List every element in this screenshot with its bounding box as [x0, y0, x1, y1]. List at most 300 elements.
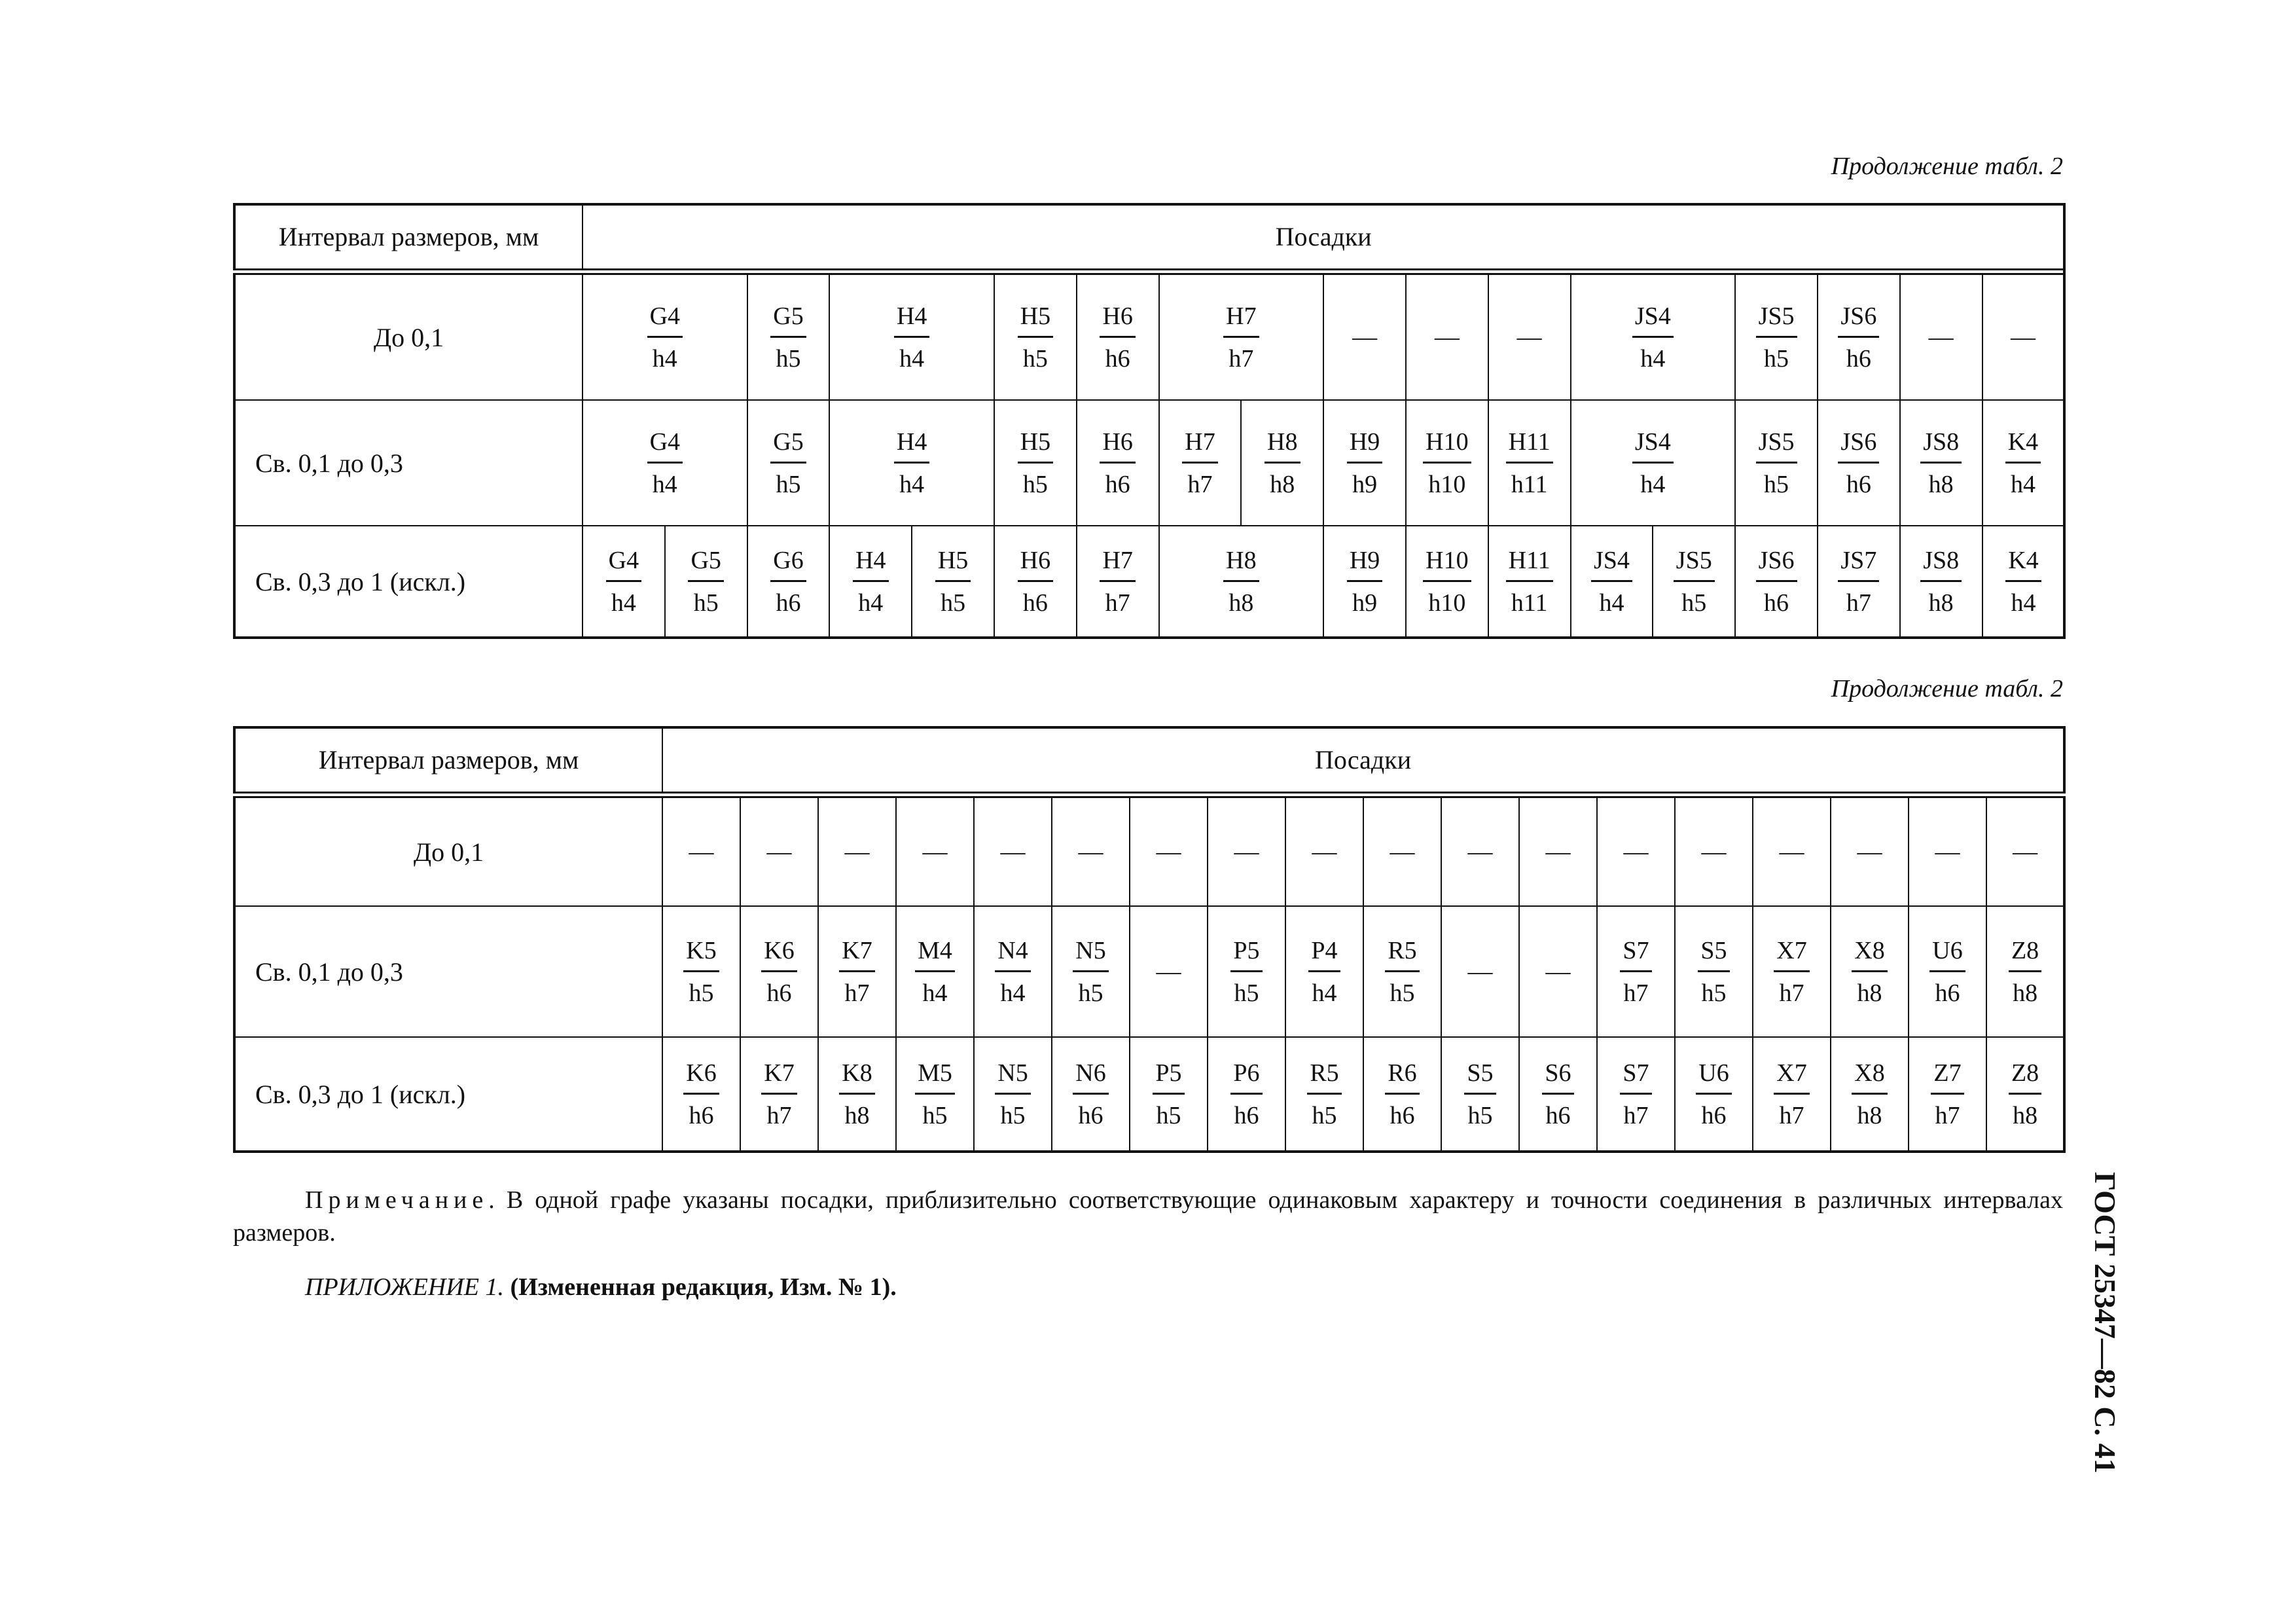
hole-tolerance: H9: [1347, 428, 1382, 464]
fit-cell: [583, 400, 747, 526]
fit-cell: [1208, 795, 1285, 906]
shaft-tolerance: h7: [1779, 979, 1804, 1007]
hole-tolerance: G5: [688, 546, 723, 582]
fit-cell: [1488, 400, 1571, 526]
empty-dash: —: [689, 838, 714, 866]
hole-tolerance: P6: [1230, 1059, 1262, 1095]
shaft-tolerance: h11: [1511, 470, 1548, 498]
empty-dash: —: [1857, 838, 1882, 866]
fit-cell: [747, 400, 830, 526]
fit-fraction: [839, 936, 874, 1008]
fit-cell: [994, 272, 1077, 400]
shaft-tolerance: h4: [1000, 979, 1026, 1007]
fit-cell: [1753, 795, 1831, 906]
fit-fraction: [1100, 302, 1135, 373]
hole-tolerance: H6: [1100, 428, 1135, 464]
hole-tolerance: P5: [1230, 936, 1262, 972]
fit-fraction: [839, 1059, 874, 1130]
hole-tolerance: JS8: [1920, 546, 1962, 582]
shaft-tolerance: h7: [1229, 344, 1254, 373]
hole-tolerance: N4: [995, 936, 1030, 972]
fit-cell: [740, 1037, 818, 1152]
fit-cell: [1900, 400, 1982, 526]
empty-dash: —: [2010, 323, 2036, 351]
shaft-tolerance: h5: [1312, 1101, 1337, 1129]
fit-cell: [1900, 272, 1982, 400]
fit-cell: [1241, 400, 1323, 526]
hole-tolerance: G4: [647, 428, 683, 464]
shaft-tolerance: h6: [689, 1101, 714, 1129]
fit-fraction: [1632, 302, 1674, 373]
empty-dash: —: [1078, 838, 1103, 866]
fit-fraction: [1756, 302, 1797, 373]
shaft-tolerance: h8: [1928, 589, 1954, 617]
fit-fraction: [894, 302, 929, 373]
fit-cell: [1323, 400, 1406, 526]
interval-label: Св. 0,3 до 1 (искл.): [234, 1037, 662, 1152]
fit-cell: [829, 272, 994, 400]
hole-tolerance: U6: [1696, 1059, 1731, 1095]
hole-tolerance: H8: [1223, 546, 1259, 582]
hole-tolerance: N5: [1073, 936, 1108, 972]
fit-cell: [1285, 1037, 1363, 1152]
fit-cell: [1735, 400, 1818, 526]
appendix-line: [305, 1273, 897, 1302]
shaft-tolerance: h8: [844, 1101, 870, 1129]
hole-tolerance: H10: [1423, 546, 1471, 582]
shaft-tolerance: h4: [899, 344, 925, 373]
hole-tolerance: G5: [770, 302, 806, 338]
note-text: . В одной графе указаны посадки, приблизительно соответствующие одинаковым характеру и точности соединения в различных интервалах размеров.: [233, 1186, 2063, 1247]
shaft-tolerance: h4: [1640, 470, 1666, 498]
fit-cell: [1909, 906, 1986, 1037]
fit-fraction: [1018, 428, 1053, 499]
table-row: [234, 1037, 2064, 1152]
empty-dash: —: [1312, 838, 1337, 866]
fit-cell: [1986, 795, 2064, 906]
fit-fraction: [770, 428, 806, 499]
fit-cell: [1441, 795, 1519, 906]
fit-cell: [912, 526, 994, 638]
hole-tolerance: JS5: [1756, 302, 1797, 338]
empty-dash: —: [1701, 838, 1727, 866]
shaft-tolerance: h4: [1640, 344, 1666, 373]
fit-cell: [1052, 906, 1130, 1037]
shaft-tolerance: h7: [1779, 1101, 1804, 1129]
fit-fraction: [894, 428, 929, 499]
shaft-tolerance: h5: [1078, 979, 1103, 1007]
shaft-tolerance: h7: [1105, 589, 1130, 617]
hole-tolerance: JS4: [1632, 428, 1674, 464]
hole-tolerance: JS6: [1756, 546, 1797, 582]
fit-cell: [1900, 526, 1982, 638]
fit-fraction: [1838, 546, 1879, 617]
hole-tolerance: Z8: [2009, 1059, 2041, 1095]
fit-cell: [1982, 526, 2065, 638]
fits-table-1: [233, 203, 2066, 639]
fit-cell: [1406, 272, 1488, 400]
fit-cell: [1077, 526, 1159, 638]
fit-fraction: [1506, 546, 1553, 617]
appendix-title: ПРИЛОЖЕНИЕ 1.: [305, 1273, 504, 1301]
hole-tolerance: M5: [915, 1059, 955, 1095]
hole-tolerance: M4: [915, 936, 955, 972]
fit-cell: [665, 526, 747, 638]
table-row: [234, 400, 2064, 526]
hole-tolerance: H6: [1018, 546, 1053, 582]
hole-tolerance: R5: [1307, 1059, 1341, 1095]
fits-table-2: [233, 726, 2066, 1153]
fit-cell: [583, 526, 665, 638]
hole-tolerance: S6: [1542, 1059, 1573, 1095]
hole-tolerance: H7: [1100, 546, 1135, 582]
fit-cell: [829, 400, 994, 526]
hole-tolerance: JS5: [1674, 546, 1715, 582]
fit-cell: [1653, 526, 1735, 638]
interval-label: Св. 0,3 до 1 (искл.): [234, 526, 583, 638]
shaft-tolerance: h6: [1545, 1101, 1571, 1129]
empty-dash: —: [1234, 838, 1259, 866]
hole-tolerance: K4: [2005, 546, 2041, 582]
fit-cell: [1363, 795, 1441, 906]
fit-fraction: [1591, 546, 1632, 617]
fit-fraction: [761, 1059, 797, 1130]
fit-cell: [1818, 526, 1900, 638]
fit-fraction: [1698, 936, 1729, 1008]
fit-fraction: [1852, 936, 1887, 1008]
hole-tolerance: H11: [1506, 546, 1553, 582]
fit-fraction: [1385, 1059, 1419, 1130]
hole-tolerance: N6: [1073, 1059, 1108, 1095]
hole-tolerance: X8: [1852, 1059, 1887, 1095]
shaft-tolerance: h4: [1312, 979, 1337, 1007]
hole-tolerance: R5: [1385, 936, 1419, 972]
shaft-tolerance: h6: [1105, 344, 1130, 373]
fit-cell: [896, 795, 974, 906]
fit-cell: [1986, 1037, 2064, 1152]
fit-fraction: [770, 302, 806, 373]
hole-tolerance: H7: [1182, 428, 1217, 464]
fit-fraction: [1852, 1059, 1887, 1130]
fit-cell: [1818, 272, 1900, 400]
fit-cell: [994, 400, 1077, 526]
fit-cell: [829, 526, 912, 638]
header-fits: Посадки: [583, 204, 2064, 272]
fit-fraction: [1153, 1059, 1184, 1130]
shaft-tolerance: h4: [858, 589, 884, 617]
fit-fraction: [1347, 546, 1382, 617]
hole-tolerance: JS4: [1632, 302, 1674, 338]
shaft-tolerance: h6: [1078, 1101, 1103, 1129]
fit-fraction: [1838, 428, 1879, 499]
fit-cell: [1675, 795, 1753, 906]
hole-tolerance: JS8: [1920, 428, 1962, 464]
shaft-tolerance: h7: [1623, 1101, 1649, 1129]
shaft-tolerance: h4: [652, 470, 677, 498]
header-interval: Интервал размеров, мм: [234, 204, 583, 272]
fit-cell: [1909, 1037, 1986, 1152]
fit-fraction: [853, 546, 888, 617]
fit-cell: [1597, 795, 1675, 906]
fit-cell: [1130, 795, 1208, 906]
fit-fraction: [1931, 1059, 1964, 1130]
shaft-tolerance: h5: [1000, 1101, 1026, 1129]
hole-tolerance: JS6: [1838, 428, 1879, 464]
fit-fraction: [1223, 302, 1259, 373]
header-interval: Интервал размеров, мм: [234, 727, 662, 795]
shaft-tolerance: h5: [776, 344, 801, 373]
fit-cell: [1052, 1037, 1130, 1152]
empty-dash: —: [1156, 958, 1181, 985]
hole-tolerance: X7: [1774, 1059, 1809, 1095]
fit-fraction: [1838, 302, 1879, 373]
fit-cell: [662, 1037, 740, 1152]
shaft-tolerance: h7: [1846, 589, 1871, 617]
shaft-tolerance: h5: [1390, 979, 1415, 1007]
empty-dash: —: [1516, 323, 1542, 351]
fit-fraction: [2005, 546, 2041, 617]
shaft-tolerance: h4: [922, 979, 948, 1007]
fit-cell: [1831, 1037, 1909, 1152]
fit-cell: [1488, 526, 1571, 638]
table-row: [234, 272, 2064, 400]
hole-tolerance: H5: [935, 546, 971, 582]
hole-tolerance: K7: [761, 1059, 797, 1095]
fit-cell: [1406, 400, 1488, 526]
shaft-tolerance: h5: [776, 470, 801, 498]
fit-cell: [1130, 906, 1208, 1037]
shaft-tolerance: h5: [1467, 1101, 1493, 1129]
fit-cell: [583, 272, 747, 400]
empty-dash: —: [1928, 323, 1954, 351]
shaft-tolerance: h4: [2010, 470, 2036, 498]
fit-fraction: [606, 546, 641, 617]
fit-cell: [1208, 1037, 1285, 1152]
shaft-tolerance: h10: [1428, 589, 1466, 617]
hole-tolerance: JS5: [1756, 428, 1797, 464]
shaft-tolerance: h7: [1623, 979, 1649, 1007]
empty-dash: —: [1779, 838, 1804, 866]
fit-cell: [1986, 906, 2064, 1037]
fit-fraction: [1696, 1059, 1731, 1130]
hole-tolerance: K6: [761, 936, 797, 972]
fit-cell: [974, 906, 1052, 1037]
hole-tolerance: U6: [1929, 936, 1965, 972]
fit-cell: [818, 795, 896, 906]
shaft-tolerance: h5: [1764, 470, 1789, 498]
shaft-tolerance: h8: [2013, 1101, 2038, 1129]
fit-cell: [1571, 272, 1736, 400]
fit-cell: [747, 526, 830, 638]
shaft-tolerance: h6: [776, 589, 801, 617]
fit-cell: [818, 1037, 896, 1152]
shaft-tolerance: h10: [1428, 470, 1466, 498]
interval-label: До 0,1: [234, 272, 583, 400]
fit-fraction: [1542, 1059, 1573, 1130]
hole-tolerance: H4: [853, 546, 888, 582]
fit-cell: [1077, 400, 1159, 526]
shaft-tolerance: h6: [1846, 344, 1871, 373]
empty-dash: —: [1434, 323, 1460, 351]
fit-fraction: [1307, 1059, 1341, 1130]
empty-dash: —: [1467, 838, 1493, 866]
fit-fraction: [1073, 936, 1108, 1008]
fit-cell: [1675, 1037, 1753, 1152]
fit-fraction: [1632, 428, 1674, 499]
fit-cell: [740, 795, 818, 906]
shaft-tolerance: h6: [1846, 470, 1871, 498]
shaft-tolerance: h5: [1681, 589, 1707, 617]
shaft-tolerance: h8: [1857, 979, 1882, 1007]
note-paragraph: [233, 1184, 2063, 1249]
shaft-tolerance: h8: [1857, 1101, 1882, 1129]
shaft-tolerance: h8: [1270, 470, 1295, 498]
shaft-tolerance: h11: [1511, 589, 1548, 617]
fit-fraction: [1230, 1059, 1262, 1130]
fit-cell: [1735, 526, 1818, 638]
fit-fraction: [1756, 546, 1797, 617]
shaft-tolerance: h6: [766, 979, 792, 1007]
fit-fraction: [1308, 936, 1340, 1008]
fit-cell: [662, 906, 740, 1037]
shaft-tolerance: h4: [2011, 589, 2036, 617]
fit-fraction: [915, 1059, 955, 1130]
fit-cell: [1753, 906, 1831, 1037]
shaft-tolerance: h9: [1352, 470, 1378, 498]
shaft-tolerance: h5: [1156, 1101, 1181, 1129]
hole-tolerance: H6: [1100, 302, 1135, 338]
empty-dash: —: [1156, 838, 1181, 866]
fit-fraction: [1230, 936, 1262, 1008]
shaft-tolerance: h7: [766, 1101, 792, 1129]
shaft-tolerance: h5: [1022, 344, 1048, 373]
empty-dash: —: [844, 838, 870, 866]
fit-cell: [747, 272, 830, 400]
shaft-tolerance: h5: [1022, 470, 1048, 498]
fit-fraction: [935, 546, 971, 617]
fit-cell: [1831, 795, 1909, 906]
hole-tolerance: G6: [770, 546, 806, 582]
hole-tolerance: X7: [1774, 936, 1809, 972]
hole-tolerance: S7: [1620, 1059, 1651, 1095]
shaft-tolerance: h8: [2013, 979, 2038, 1007]
shaft-tolerance: h6: [1390, 1101, 1415, 1129]
shaft-tolerance: h7: [1935, 1101, 1960, 1129]
fit-cell: [1052, 795, 1130, 906]
fit-cell: [1982, 272, 2065, 400]
hole-tolerance: H4: [894, 428, 929, 464]
shaft-tolerance: h8: [1229, 589, 1254, 617]
fit-fraction: [1920, 546, 1962, 617]
hole-tolerance: K7: [839, 936, 874, 972]
fit-cell: [1130, 1037, 1208, 1152]
fit-cell: [1675, 906, 1753, 1037]
hole-tolerance: H8: [1265, 428, 1300, 464]
table-row: [234, 526, 2064, 638]
fit-cell: [1159, 400, 1242, 526]
empty-dash: —: [1935, 838, 1960, 866]
fit-fraction: [1774, 1059, 1809, 1130]
fit-cell: [1519, 795, 1597, 906]
fit-fraction: [761, 936, 797, 1008]
fit-fraction: [1929, 936, 1965, 1008]
hole-tolerance: JS4: [1591, 546, 1632, 582]
fit-cell: [896, 1037, 974, 1152]
fit-cell: [1285, 795, 1363, 906]
fit-cell: [1571, 526, 1653, 638]
fit-fraction: [995, 936, 1030, 1008]
fit-cell: [1323, 272, 1406, 400]
fit-fraction: [2009, 1059, 2041, 1130]
fit-cell: [1831, 906, 1909, 1037]
fit-fraction: [1182, 428, 1217, 499]
hole-tolerance: Z8: [2009, 936, 2041, 972]
fit-cell: [1597, 1037, 1675, 1152]
shaft-tolerance: h6: [1935, 979, 1960, 1007]
shaft-tolerance: h5: [922, 1101, 948, 1129]
hole-tolerance: X8: [1852, 936, 1887, 972]
fit-cell: [740, 906, 818, 1037]
fit-fraction: [688, 546, 723, 617]
appendix-revision: (Измененная редакция, Изм. № 1).: [510, 1273, 897, 1301]
fit-cell: [974, 795, 1052, 906]
shaft-tolerance: h4: [1599, 589, 1624, 617]
fit-cell: [1735, 272, 1818, 400]
hole-tolerance: K6: [683, 1059, 719, 1095]
shaft-tolerance: h6: [1234, 1101, 1259, 1129]
fit-cell: [1982, 400, 2065, 526]
fit-cell: [1597, 906, 1675, 1037]
shaft-tolerance: h5: [1764, 344, 1789, 373]
header-fits: Посадки: [662, 727, 2064, 795]
shaft-tolerance: h6: [1022, 589, 1048, 617]
table-row: [234, 795, 2064, 906]
fit-fraction: [1100, 546, 1135, 617]
fit-cell: [1571, 400, 1736, 526]
fit-cell: [974, 1037, 1052, 1152]
fit-fraction: [915, 936, 955, 1008]
hole-tolerance: R6: [1385, 1059, 1419, 1095]
fit-cell: [994, 526, 1077, 638]
fit-cell: [1208, 906, 1285, 1037]
fit-fraction: [1920, 428, 1962, 499]
interval-label: Св. 0,1 до 0,3: [234, 906, 662, 1037]
fit-cell: [1159, 272, 1324, 400]
hole-tolerance: H5: [1018, 302, 1053, 338]
fit-fraction: [647, 428, 683, 499]
interval-label: До 0,1: [234, 795, 662, 906]
hole-tolerance: G4: [606, 546, 641, 582]
fit-cell: [1519, 1037, 1597, 1152]
fit-cell: [1753, 1037, 1831, 1152]
hole-tolerance: JS7: [1838, 546, 1879, 582]
shaft-tolerance: h5: [689, 979, 714, 1007]
hole-tolerance: H5: [1018, 428, 1053, 464]
continuation-label-1: Продолжение табл. 2: [1831, 153, 2063, 180]
hole-tolerance: P5: [1153, 1059, 1184, 1095]
hole-tolerance: K5: [683, 936, 719, 972]
fit-fraction: [1347, 428, 1382, 499]
shaft-tolerance: h4: [652, 344, 677, 373]
interval-label: Св. 0,1 до 0,3: [234, 400, 583, 526]
fit-fraction: [1385, 936, 1419, 1008]
fit-fraction: [1073, 1059, 1108, 1130]
fit-fraction: [647, 302, 683, 373]
fit-fraction: [1018, 302, 1053, 373]
hole-tolerance: P4: [1308, 936, 1340, 972]
fit-cell: [1285, 906, 1363, 1037]
fit-fraction: [683, 1059, 719, 1130]
